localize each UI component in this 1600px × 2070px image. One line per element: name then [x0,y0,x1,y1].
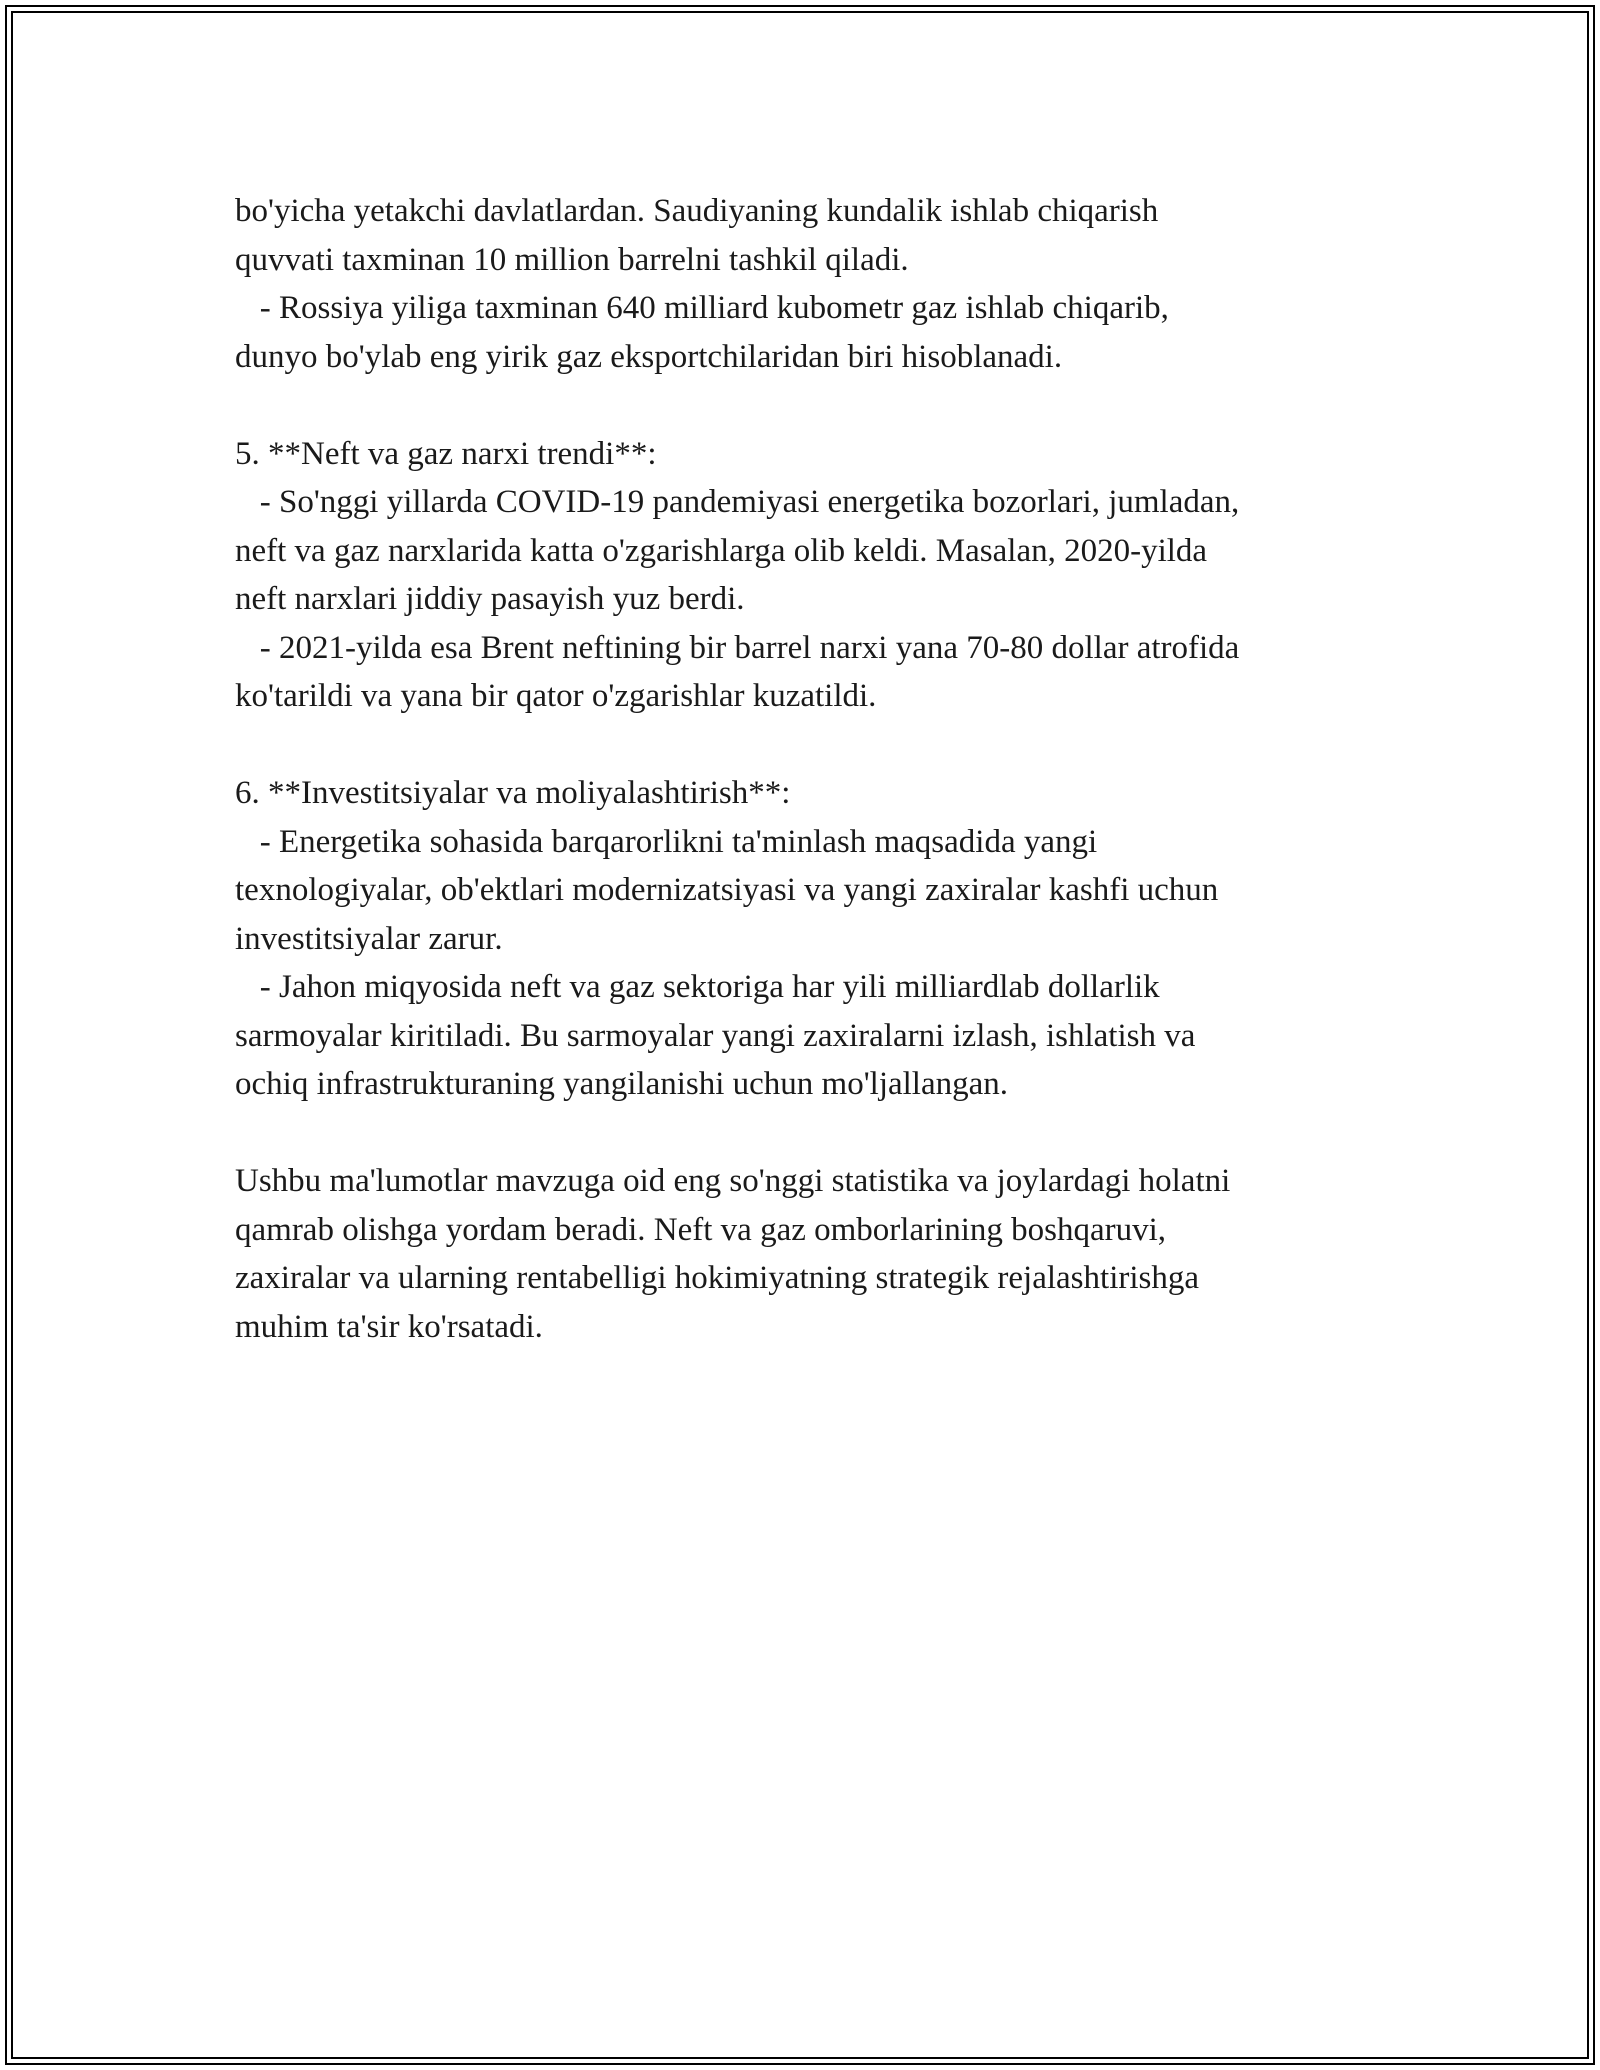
blank-line [235,721,1385,770]
section-heading-5: 5. **Neft va gaz narxi trendi**: [235,435,657,472]
conclusion-line: muhim ta'sir ko'rsatadi. [235,1308,543,1345]
text-line: quvvati taxminan 10 million barrelni tashkil qiladi. [235,241,909,278]
conclusion-line: zaxiralar va ularning rentabelligi hokimiyatning strategik rejalashtirishga [235,1260,1200,1296]
text-line: investitsiyalar zarur. [235,920,503,957]
text-line: - Energetika sohasida barqarorlikni ta'minlash maqsadida yangi [235,823,1098,860]
blank-line [235,381,1385,430]
text-line: ko'tarildi va yana bir qator o'zgarishlar kuzatildi. [235,678,877,714]
text-line: - So'nggi yillarda COVID-19 pandemiyasi energetika bozorlari, jumladan, [235,484,1240,520]
section-heading-6: 6. **Investitsiyalar va moliyalashtirish**: [235,775,791,811]
text-line: dunyo bo'ylab eng yirik gaz eksportchilaridan biri hisoblanadi. [235,338,1063,375]
text-line: texnologiyalar, ob'ektlari modernizatsiyasi va yangi zaxiralar kashfi uchun [235,872,1219,908]
conclusion-line: qamrab olishga yordam beradi. Neft va gaz omborlarining boshqaruvi, [235,1211,1167,1248]
document-body [235,187,1385,1351]
text-line: - Jahon miqyosida neft va gaz sektoriga har yili milliardlab dollarlik [235,969,1160,1005]
conclusion-line: Ushbu ma'lumotlar mavzuga oid eng so'nggi statistika va joylardagi holatni [235,1163,1231,1199]
text-line: sarmoyalar kiritiladi. Bu sarmoyalar yangi zaxiralarni izlash, ishlatish va [235,1017,1196,1054]
text-line: neft va gaz narxlarida katta o'zgarishlarga olib keldi. Masalan, 2020-yilda [235,532,1208,569]
blank-line [235,1109,1385,1158]
text-line: ochiq infrastrukturaning yangilanishi uchun mo'ljallangan. [235,1066,1009,1102]
text-line: neft narxlari jiddiy pasayish yuz berdi. [235,581,745,617]
text-line: bo'yicha yetakchi davlatlardan. Saudiyaning kundalik ishlab chiqarish [235,193,1159,229]
text-line: - Rossiya yiliga taxminan 640 milliard kubometr gaz ishlab chiqarib, [235,290,1169,326]
text-line: - 2021-yilda esa Brent neftining bir barrel narxi yana 70-80 dollar atrofida [235,629,1240,666]
